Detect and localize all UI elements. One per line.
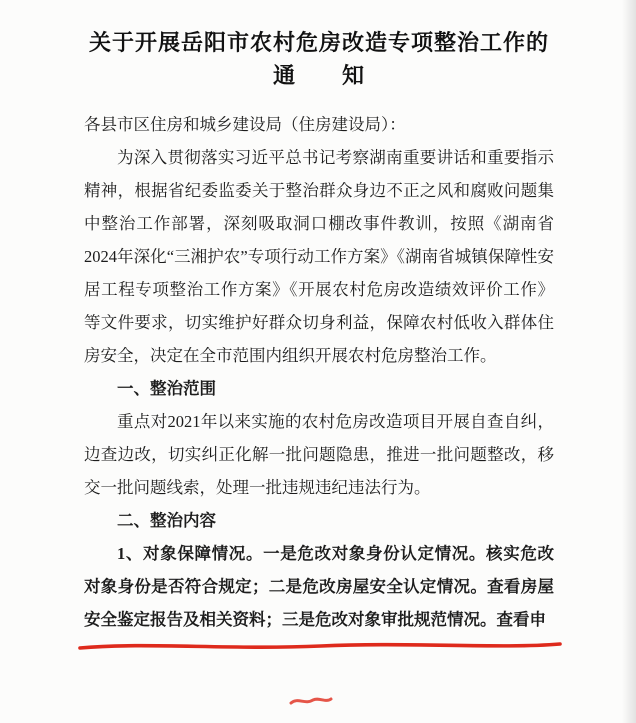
red-smudge-icon (288, 692, 334, 710)
document-title (84, 26, 554, 92)
section-1-paragraph: 重点对2021年以来实施的农村危房改造项目开展自查自纠，边查边改，切实纠正化解一批问题隐患，推进一批问题整改，移交一批问题线索，处理一批违规违纪违法行为。 (84, 412, 554, 497)
title-line-2: 通 知 (272, 63, 365, 88)
intro-paragraph: 为深入贯彻落实习近平总书记考察湖南重要讲话和重要指示精神，根据省纪委监委关于整治群众身边不正之风和腐败问题集中整治工作部署，深刻吸取洞口棚改事件教训，按照《湖南省2024年深化“三湘护农”专项行动工作方案》《湖南省城镇保障性安居工程专项整治工作方案》《开展农村危房改造绩效评价工作》等文件要求，切实维护好群众切身利益，保障农村低收入群体住房安全，决定在全市范围内组织开展农村危房整治工作。 (84, 148, 554, 365)
title-line-1: 关于开展岳阳市农村危房改造专项整治工作的 (88, 30, 549, 55)
red-underline-annotation (76, 638, 554, 654)
section-1-heading: 一、整治范围 (117, 379, 216, 398)
section-2-heading: 二、整治内容 (117, 511, 216, 530)
salutation: 各县市区住房和城乡建设局（住房建设局）： (84, 115, 406, 134)
red-underline-icon (76, 638, 564, 654)
red-smudge-annotation (288, 692, 334, 710)
section-2-paragraph: 1、对象保障情况。一是危改对象身份认定情况。核实危改对象身份是否符合规定；二是危改房屋安全认定情况。查看房屋安全鉴定报告及相关资料；三是危改对象审批规范情况。查看申 (84, 544, 554, 629)
